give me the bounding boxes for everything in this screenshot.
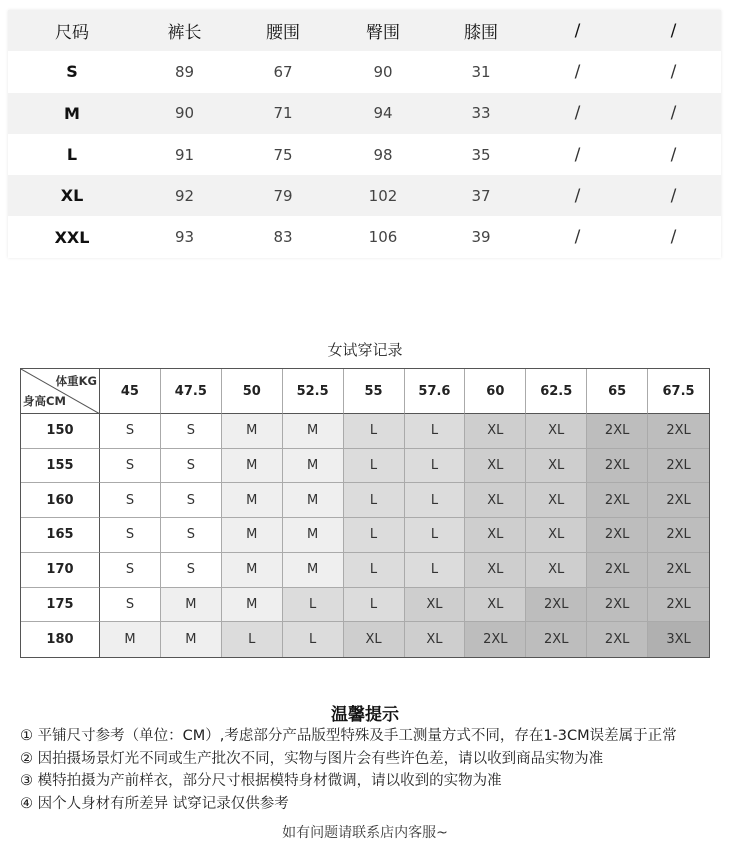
recommended-size-cell: XL (405, 622, 466, 657)
recommended-size-cell: M (161, 622, 222, 657)
recommended-size-cell: M (283, 518, 344, 553)
length-value: 93 (174, 228, 195, 247)
recommended-size-cell: XL (526, 449, 587, 484)
recommended-size-cell: L (344, 588, 405, 623)
header-blank: / (574, 20, 581, 41)
recommended-size-cell: M (222, 518, 283, 553)
recommended-size-cell: 2XL (587, 518, 648, 553)
recommended-size-cell: M (222, 414, 283, 449)
recommended-size-cell: 2XL (587, 449, 648, 484)
size-table-header (8, 10, 721, 51)
recommended-size-cell: L (283, 622, 344, 657)
recommended-size-cell: L (222, 622, 283, 657)
size-label: L (66, 145, 78, 165)
blank-value: / (670, 103, 677, 124)
header-length: 裤长 (167, 23, 202, 44)
hip-value: 106 (368, 228, 398, 247)
header-waist: 腰围 (266, 23, 300, 44)
recommended-size-cell: XL (465, 588, 526, 623)
recommended-size-cell: 2XL (587, 414, 648, 449)
knee-value: 35 (471, 145, 491, 164)
recommended-size-cell: 2XL (587, 622, 648, 657)
weight-header: 60 (465, 369, 526, 414)
size-row-m (8, 93, 721, 134)
recommended-size-cell: M (161, 588, 222, 623)
tips-title: 温馨提示 (331, 705, 399, 725)
recommended-size-cell: 2XL (648, 553, 709, 588)
weight-header: 55 (344, 369, 405, 414)
header-hip: 臀围 (366, 23, 400, 44)
recommended-size-cell: M (283, 483, 344, 518)
recommended-size-cell: L (344, 483, 405, 518)
height-header: 180 (21, 622, 100, 657)
tip-item: ④ 因个人身材有所差异 试穿记录仅供参考 (20, 795, 289, 812)
recommended-size-cell: 2XL (648, 518, 709, 553)
recommended-size-cell: 2XL (648, 449, 709, 484)
blank-value: / (574, 144, 581, 165)
fitting-record-title: 女试穿记录 (327, 341, 403, 359)
length-value: 90 (174, 104, 195, 123)
recommended-size-cell: L (405, 414, 466, 449)
recommended-size-cell: S (100, 588, 161, 623)
recommended-size-cell: 3XL (648, 622, 709, 657)
blank-value: / (670, 185, 677, 206)
recommended-size-cell: L (344, 449, 405, 484)
recommended-size-cell: S (161, 414, 222, 449)
hip-value: 94 (373, 104, 393, 123)
recommended-size-cell: XL (465, 518, 526, 553)
hip-value: 90 (373, 62, 393, 81)
blank-value: / (670, 227, 677, 248)
recommended-size-cell: S (100, 518, 161, 553)
weight-header: 65 (587, 369, 648, 414)
recommended-size-cell: M (222, 553, 283, 588)
tip-item: ② 因拍摄场景灯光不同或生产批次不同，实物与图片会有些许色差，请以收到商品实物为准 (20, 750, 604, 767)
recommended-size-cell: L (405, 449, 466, 484)
header-blank: / (670, 20, 677, 41)
weight-axis-label: 体重KG (55, 374, 97, 388)
height-header: 170 (21, 553, 100, 588)
recommended-size-cell: 2XL (648, 483, 709, 518)
contact-customer-service: 如有问题请联系店内客服~ (282, 825, 448, 841)
waist-value: 71 (273, 104, 293, 123)
recommended-size-cell: 2XL (648, 414, 709, 449)
weight-header: 67.5 (648, 369, 709, 414)
recommended-size-cell: S (161, 449, 222, 484)
length-value: 91 (174, 145, 195, 164)
recommended-size-cell: XL (526, 483, 587, 518)
recommended-size-cell: 2XL (465, 622, 526, 657)
height-header: 160 (21, 483, 100, 518)
recommended-size-cell: XL (344, 622, 405, 657)
weight-header: 45 (100, 369, 161, 414)
tip-item: ③ 模特拍摄为产前样衣，部分尺寸根据模特身材微调，请以收到的实物为准 (20, 773, 502, 789)
recommended-size-cell: S (100, 449, 161, 484)
fitting-record-table (20, 368, 710, 658)
recommended-size-cell: S (161, 483, 222, 518)
blank-value: / (670, 144, 677, 165)
height-header: 165 (21, 518, 100, 553)
header-size: 尺码 (55, 23, 89, 44)
recommended-size-cell: L (405, 518, 466, 553)
blank-value: / (574, 61, 581, 82)
weight-header: 47.5 (161, 369, 222, 414)
recommended-size-cell: S (161, 518, 222, 553)
recommended-size-cell: L (405, 483, 466, 518)
recommended-size-cell: XL (526, 414, 587, 449)
hip-value: 98 (373, 145, 393, 164)
recommended-size-cell: 2XL (526, 622, 587, 657)
recommended-size-cell: L (344, 518, 405, 553)
recommended-size-cell: XL (465, 449, 526, 484)
recommended-size-cell: L (344, 553, 405, 588)
recommended-size-cell: 2XL (587, 588, 648, 623)
knee-value: 39 (471, 228, 491, 247)
recommended-size-cell: S (100, 414, 161, 449)
recommended-size-cell: M (100, 622, 161, 657)
weight-header: 52.5 (283, 369, 344, 414)
recommended-size-cell: S (161, 553, 222, 588)
header-knee: 膝围 (464, 23, 498, 44)
blank-value: / (670, 61, 677, 82)
size-row-xl (8, 175, 721, 216)
recommended-size-cell: M (283, 449, 344, 484)
size-label: XL (60, 186, 84, 206)
recommended-size-cell: S (100, 483, 161, 518)
recommended-size-cell: XL (465, 483, 526, 518)
waist-value: 79 (273, 186, 293, 205)
recommended-size-cell: M (283, 414, 344, 449)
waist-value: 83 (273, 228, 293, 247)
recommended-size-cell: 2XL (587, 553, 648, 588)
height-header: 150 (21, 414, 100, 449)
recommended-size-cell: M (283, 553, 344, 588)
size-label: XXL (54, 227, 90, 247)
recommended-size-cell: M (222, 449, 283, 484)
blank-value: / (574, 227, 581, 248)
size-label: S (66, 62, 78, 82)
length-value: 89 (174, 62, 195, 81)
height-axis-label: 身高CM (23, 394, 66, 408)
height-header: 175 (21, 588, 100, 623)
weight-header: 50 (222, 369, 283, 414)
recommended-size-cell: M (222, 588, 283, 623)
blank-value: / (574, 185, 581, 206)
recommended-size-cell: XL (465, 553, 526, 588)
height-header: 155 (21, 449, 100, 484)
size-row-xxl (8, 216, 721, 257)
recommended-size-cell: XL (465, 414, 526, 449)
weight-header: 57.6 (405, 369, 466, 414)
recommended-size-cell: M (222, 483, 283, 518)
length-value: 92 (174, 186, 195, 205)
knee-value: 33 (471, 104, 491, 123)
blank-value: / (574, 103, 581, 124)
fitting-corner-header (21, 369, 100, 414)
knee-value: 31 (471, 62, 491, 81)
recommended-size-cell: 2XL (526, 588, 587, 623)
size-row-s (8, 51, 721, 92)
recommended-size-cell: S (100, 553, 161, 588)
recommended-size-cell: 2XL (587, 483, 648, 518)
recommended-size-cell: XL (526, 518, 587, 553)
waist-value: 75 (273, 145, 293, 164)
recommended-size-cell: 2XL (648, 588, 709, 623)
hip-value: 102 (368, 186, 398, 205)
recommended-size-cell: XL (405, 588, 466, 623)
weight-header: 62.5 (526, 369, 587, 414)
tip-item: ① 平铺尺寸参考（单位：CM）,考虑部分产品版型特殊及手工测量方式不同，存在1-3CM误差属于正常 (20, 728, 677, 744)
size-table (8, 10, 721, 258)
tips-list (20, 725, 725, 815)
recommended-size-cell: L (405, 553, 466, 588)
size-label: M (64, 103, 80, 123)
knee-value: 37 (471, 186, 491, 205)
waist-value: 67 (273, 62, 293, 81)
recommended-size-cell: XL (526, 553, 587, 588)
recommended-size-cell: L (344, 414, 405, 449)
size-row-l (8, 134, 721, 175)
recommended-size-cell: L (283, 588, 344, 623)
